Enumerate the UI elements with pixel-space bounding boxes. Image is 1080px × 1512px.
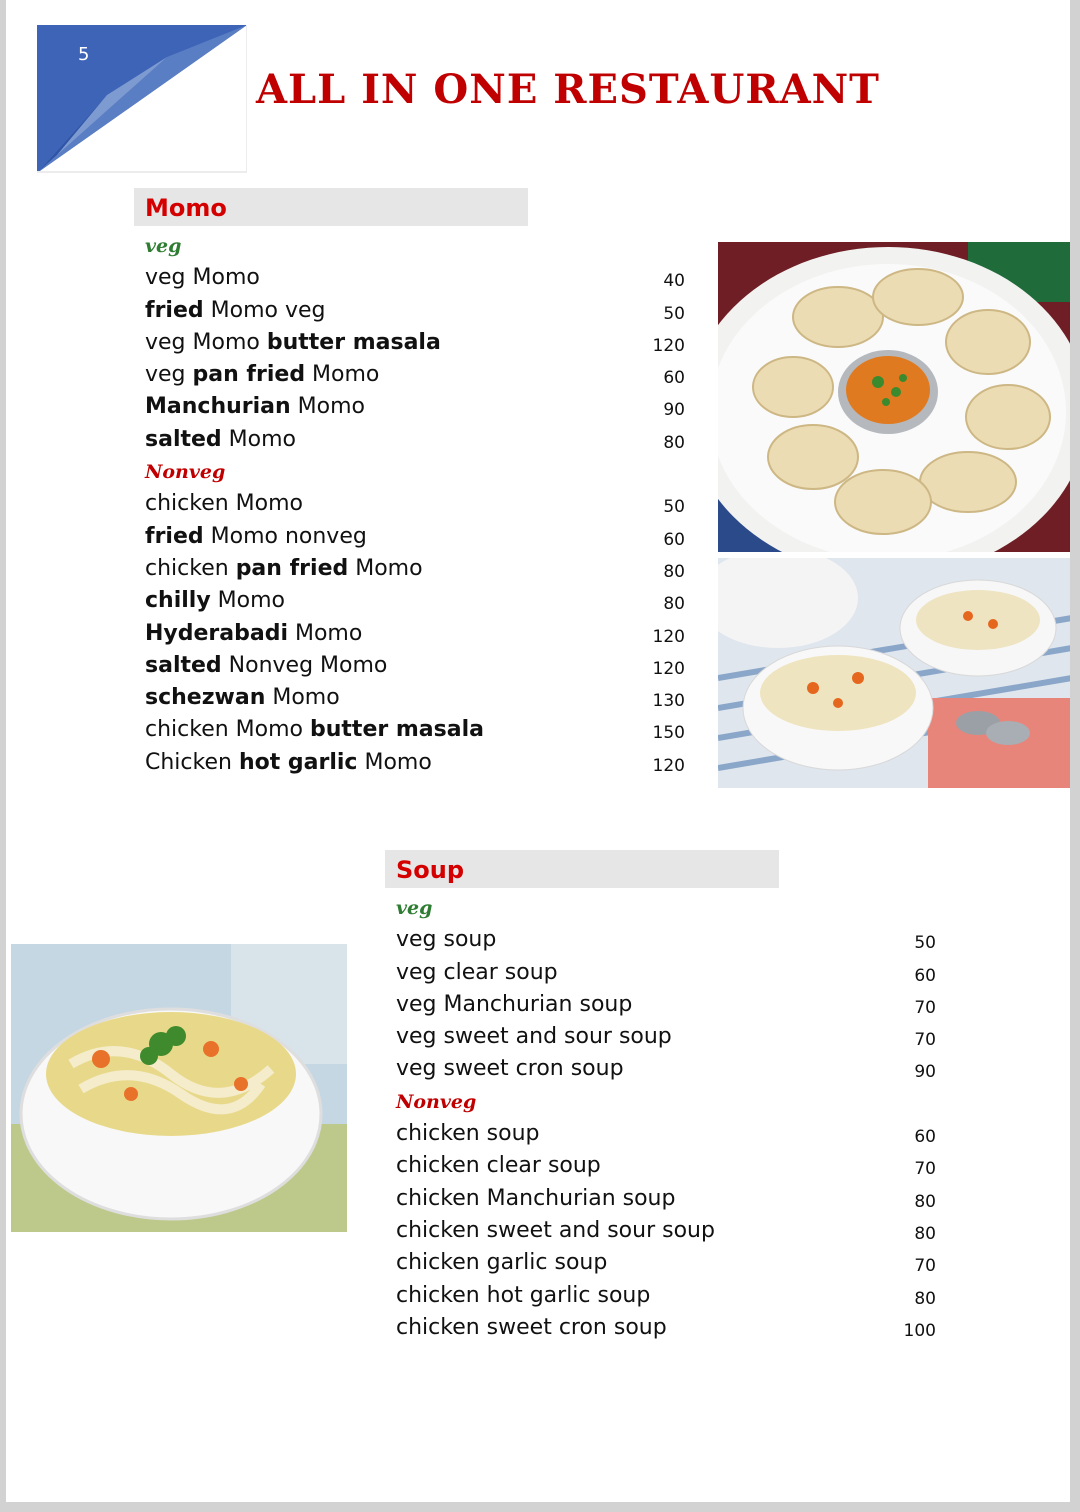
- menu-item-price: 90: [914, 1062, 936, 1083]
- menu-item-price: 60: [663, 368, 685, 389]
- menu-item: [145, 650, 685, 682]
- menu-item: [396, 1053, 936, 1085]
- momo-heading: Momo: [145, 194, 227, 222]
- menu-item: [145, 295, 685, 327]
- menu-item-name: chicken clear soup: [396, 1153, 601, 1179]
- soup-section-header: [385, 850, 779, 888]
- menu-item-name: fried Momo nonveg: [145, 523, 367, 549]
- menu-item: [145, 714, 685, 746]
- menu-item-price: 90: [663, 400, 685, 421]
- menu-item-name: veg pan fried Momo: [145, 362, 380, 388]
- momo-menu-list: [145, 230, 685, 779]
- menu-item: [396, 957, 936, 989]
- soup-cups-photo: [718, 558, 1070, 788]
- menu-item-price: 70: [914, 1159, 936, 1180]
- momo-plate-photo: [718, 242, 1070, 552]
- menu-item: [145, 327, 685, 359]
- menu-item-price: 120: [652, 658, 685, 679]
- menu-item-name: Hyderabadi Momo: [145, 620, 363, 646]
- menu-item: [145, 391, 685, 423]
- menu-item-name: veg Momo butter masala: [145, 329, 441, 355]
- menu-item: [145, 521, 685, 553]
- menu-item-name: veg sweet and sour soup: [396, 1024, 672, 1050]
- noodle-soup-bowl-photo: [11, 944, 347, 1232]
- menu-item-price: 60: [914, 965, 936, 986]
- menu-item: [145, 553, 685, 585]
- menu-item: [396, 1118, 936, 1150]
- menu-item-name: chicken hot garlic soup: [396, 1282, 651, 1308]
- menu-item-price: 70: [914, 1256, 936, 1277]
- menu-item-price: 80: [914, 1288, 936, 1309]
- menu-item-price: 80: [663, 432, 685, 453]
- menu-item-price: 100: [903, 1320, 936, 1341]
- soup-heading: Soup: [396, 856, 465, 884]
- menu-item: [145, 747, 685, 779]
- menu-item: [396, 1215, 936, 1247]
- menu-item-price: 120: [652, 755, 685, 776]
- menu-item: [145, 682, 685, 714]
- restaurant-title: ALL IN ONE RESTAURANT: [256, 66, 880, 113]
- momo-nonveg-items: [145, 488, 685, 779]
- menu-item: [145, 618, 685, 650]
- menu-item-name: veg soup: [396, 927, 497, 953]
- menu-item-price: 80: [914, 1223, 936, 1244]
- menu-item-name: fried Momo veg: [145, 297, 326, 323]
- menu-item-price: 130: [652, 691, 685, 712]
- menu-item-price: 50: [663, 303, 685, 324]
- menu-item: [145, 585, 685, 617]
- menu-item-name: chicken pan fried Momo: [145, 555, 423, 581]
- menu-item-name: chicken sweet and sour soup: [396, 1217, 715, 1243]
- menu-item-price: 150: [652, 723, 685, 744]
- soup-veg-items: [396, 924, 936, 1085]
- menu-item: [396, 924, 936, 956]
- menu-page: [6, 0, 1070, 1502]
- soup-nonveg-label: Nonveg: [396, 1090, 477, 1113]
- page-number: 5: [78, 44, 90, 65]
- menu-item-name: chicken Momo: [145, 491, 304, 517]
- momo-veg-label: veg: [145, 235, 182, 257]
- menu-item-name: chicken sweet cron soup: [396, 1314, 667, 1340]
- menu-item-price: 80: [914, 1191, 936, 1212]
- menu-item: [396, 1247, 936, 1279]
- menu-item-price: 60: [914, 1127, 936, 1148]
- menu-item-name: salted Nonveg Momo: [145, 652, 388, 678]
- menu-item-name: chilly Momo: [145, 588, 285, 614]
- menu-item: [145, 424, 685, 456]
- menu-item-price: 80: [663, 594, 685, 615]
- menu-item-price: 60: [663, 529, 685, 550]
- soup-nonveg-items: [396, 1118, 936, 1344]
- menu-item: [396, 1150, 936, 1182]
- menu-item-name: veg Manchurian soup: [396, 991, 633, 1017]
- momo-veg-items: [145, 262, 685, 456]
- menu-item-price: 50: [914, 933, 936, 954]
- momo-section-header: [134, 188, 528, 226]
- momo-nonveg-label: Nonveg: [145, 461, 226, 484]
- menu-item-name: chicken garlic soup: [396, 1250, 608, 1276]
- menu-item: [145, 262, 685, 294]
- menu-item-name: schezwan Momo: [145, 685, 340, 711]
- menu-item: [145, 359, 685, 391]
- menu-item: [396, 989, 936, 1021]
- menu-item-name: chicken soup: [396, 1121, 540, 1147]
- menu-item-price: 80: [663, 561, 685, 582]
- menu-item-name: veg sweet cron soup: [396, 1056, 624, 1082]
- menu-item-price: 70: [914, 997, 936, 1018]
- menu-item-price: 70: [914, 1030, 936, 1051]
- menu-item-name: Manchurian Momo: [145, 394, 365, 420]
- menu-item: [396, 1021, 936, 1053]
- menu-item: [396, 1183, 936, 1215]
- menu-item-price: 120: [652, 335, 685, 356]
- menu-item-name: chicken Manchurian soup: [396, 1185, 676, 1211]
- menu-item-name: salted Momo: [145, 426, 296, 452]
- soup-veg-label: veg: [396, 897, 433, 919]
- menu-item-price: 50: [663, 497, 685, 518]
- menu-item-name: chicken Momo butter masala: [145, 717, 484, 743]
- menu-item-price: 40: [663, 271, 685, 292]
- menu-item-price: 120: [652, 626, 685, 647]
- menu-item: [396, 1312, 936, 1344]
- menu-item: [145, 488, 685, 520]
- menu-item-name: veg clear soup: [396, 959, 558, 985]
- soup-menu-list: [396, 892, 936, 1344]
- corner-decoration: [37, 25, 247, 173]
- menu-item: [396, 1280, 936, 1312]
- menu-item-name: Chicken hot garlic Momo: [145, 749, 432, 775]
- menu-item-name: veg Momo: [145, 265, 260, 291]
